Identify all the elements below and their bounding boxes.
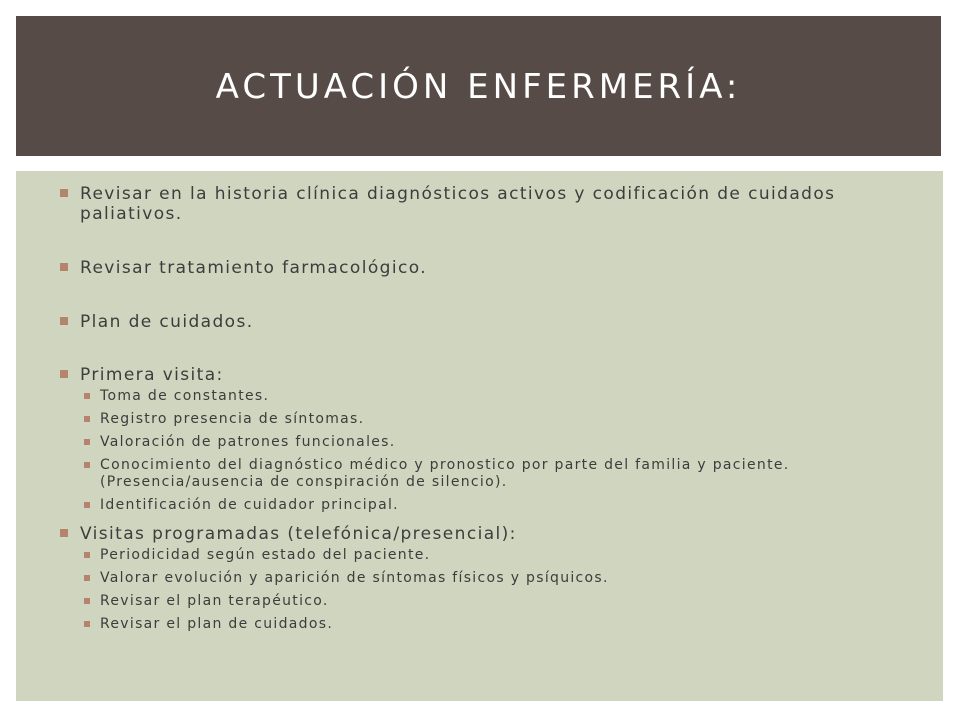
square-bullet-icon: [60, 370, 68, 378]
sub-list-item: [80, 570, 840, 587]
sub-list-item-text: Identificación de cuidador principal.: [100, 497, 399, 513]
sub-list: [80, 388, 840, 514]
square-bullet-icon: [84, 416, 90, 422]
square-bullet-icon: [84, 621, 90, 627]
bullet-list: [60, 184, 840, 639]
sub-list-item-text: Valorar evolución y aparición de síntomas físicos y psíquicos.: [100, 570, 609, 586]
sub-list-item-text: Revisar el plan de cuidados.: [100, 616, 334, 632]
square-bullet-icon: [84, 393, 90, 399]
sub-list-item-text: Valoración de patrones funcionales.: [100, 434, 396, 450]
list-item-text: Visitas programadas (telefónica/presencial):: [80, 524, 517, 544]
square-bullet-icon: [84, 502, 90, 508]
list-item: [60, 258, 840, 278]
slide-title: ACTUACIÓN ENFERMERÍA:: [215, 66, 742, 107]
square-bullet-icon: [60, 189, 68, 197]
square-bullet-icon: [84, 462, 90, 468]
sub-list-item: [80, 593, 840, 610]
sub-list-item-text: Revisar el plan terapéutico.: [100, 593, 329, 609]
square-bullet-icon: [60, 263, 68, 271]
list-item-text: Revisar en la historia clínica diagnósticos activos y codificación de cuidados paliativos.: [80, 184, 836, 224]
list-item: [60, 184, 840, 224]
sub-list-item-text: Periodicidad según estado del paciente.: [100, 547, 431, 563]
square-bullet-icon: [84, 575, 90, 581]
list-item-text: Primera visita:: [80, 365, 224, 385]
sub-list-item: [80, 434, 840, 451]
square-bullet-icon: [84, 552, 90, 558]
list-item: [60, 524, 840, 633]
list-item-text: Plan de cuidados.: [80, 312, 254, 332]
square-bullet-icon: [60, 529, 68, 537]
sub-list-item-text: Toma de constantes.: [100, 388, 270, 404]
sub-list-item: [80, 388, 840, 405]
sub-list-item: [80, 497, 840, 514]
sub-list: [80, 547, 840, 633]
square-bullet-icon: [84, 598, 90, 604]
title-bar: [16, 16, 941, 156]
sub-list-item-text: Conocimiento del diagnóstico médico y pronostico por parte del familia y paciente. (Presencia/ausencia de conspiración de silencio).: [100, 457, 790, 490]
sub-list-item: [80, 457, 840, 491]
list-item: [60, 312, 840, 332]
list-item-text: Revisar tratamiento farmacológico.: [80, 258, 428, 278]
content-panel: [16, 171, 943, 701]
sub-list-item-text: Registro presencia de síntomas.: [100, 411, 365, 427]
list-item: [60, 365, 840, 514]
square-bullet-icon: [84, 439, 90, 445]
sub-list-item: [80, 547, 840, 564]
square-bullet-icon: [60, 317, 68, 325]
sub-list-item: [80, 616, 840, 633]
sub-list-item: [80, 411, 840, 428]
